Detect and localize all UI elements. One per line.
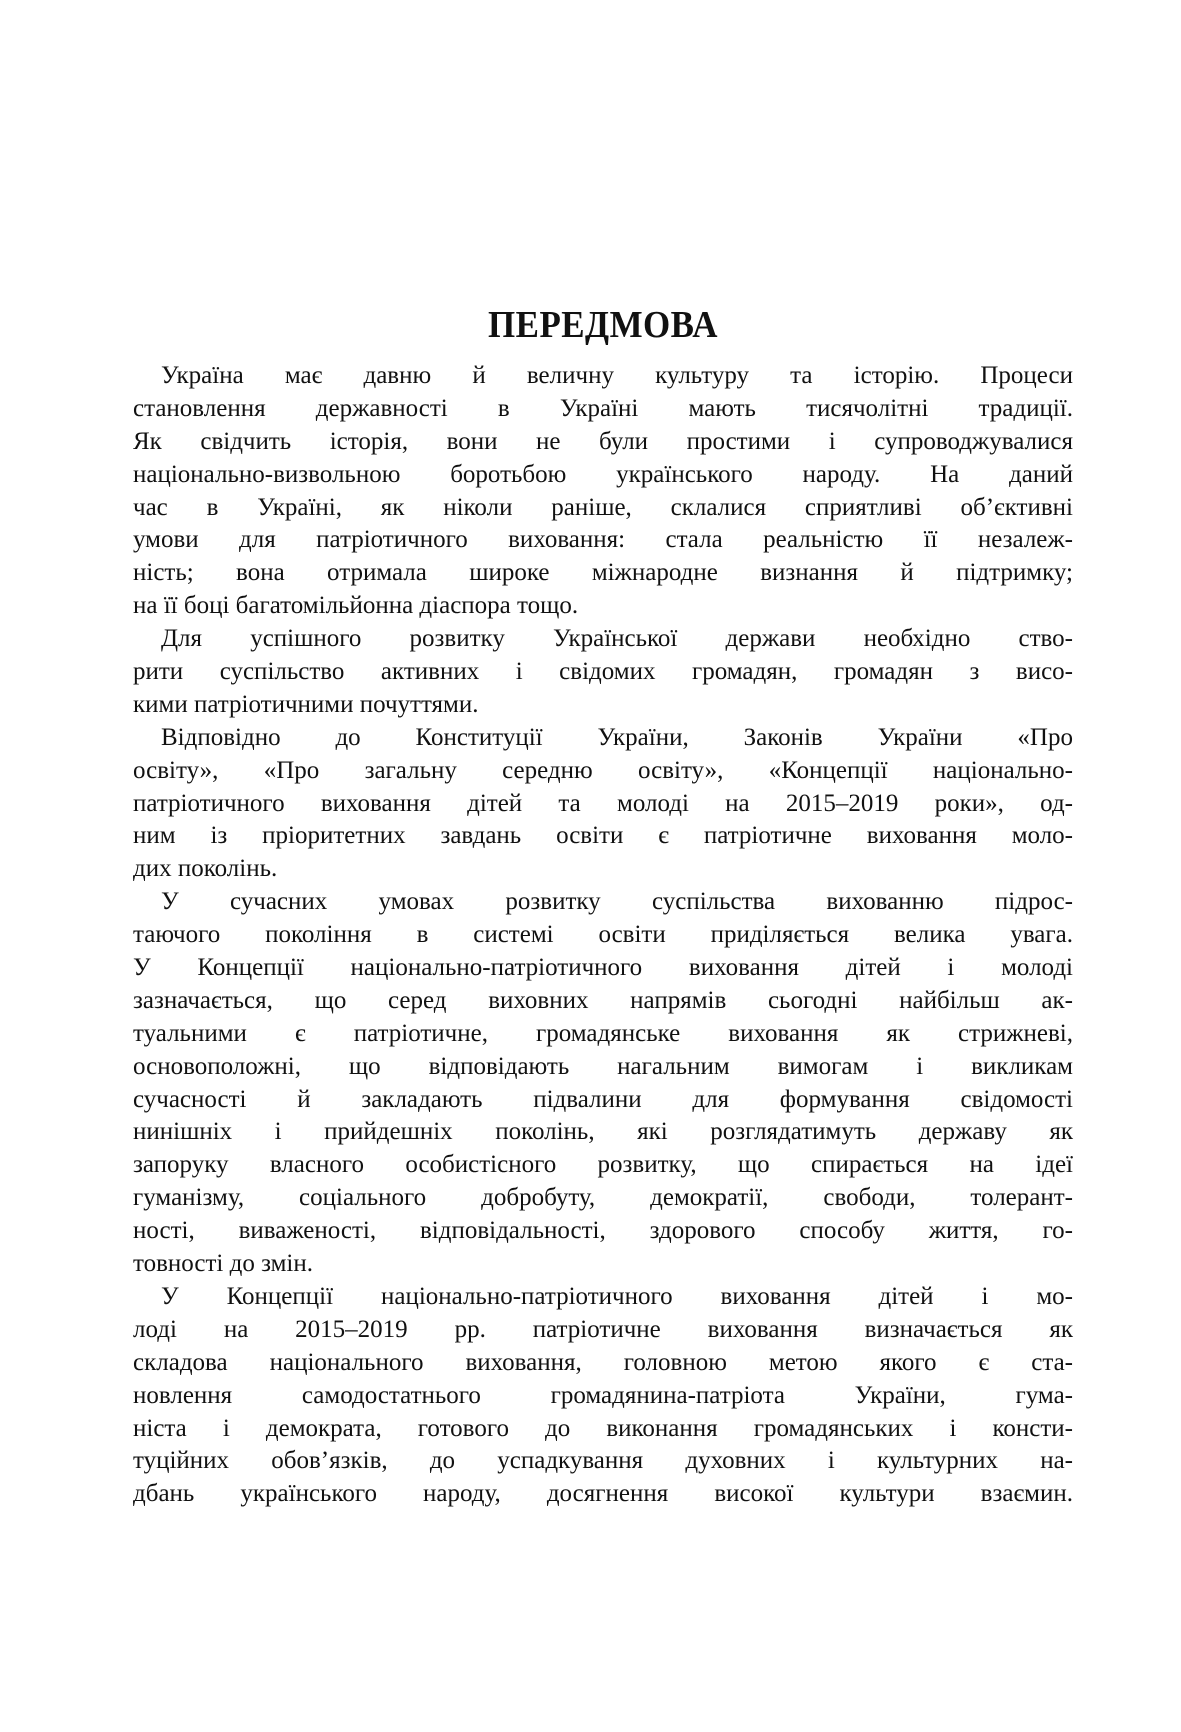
text-line: кими патріотичними почуттями. <box>133 690 479 718</box>
text-line: запоруку власного особистісного розвитку, що спирається на ідеї <box>133 1151 1073 1179</box>
text-line: на її боці багатомільйонна діаспора тощо. <box>133 592 579 620</box>
paragraph-5 <box>133 1281 1073 1511</box>
page-title: ПЕРЕДМОВА <box>488 304 718 346</box>
text-line: умови для патріотичного виховання: стала реальністю її незалеж- <box>133 526 1073 554</box>
text-line: складова національного виховання, головною метою якого є ста- <box>133 1348 1073 1376</box>
text-line: дих поколінь. <box>133 855 278 883</box>
text-line: сучасності й закладають підвалини для формування свідомості <box>133 1085 1073 1113</box>
text-line: лоді на 2015–2019 рр. патріотичне виховання визначається як <box>133 1315 1073 1343</box>
paragraph-1 <box>133 360 1073 623</box>
paragraph-4 <box>133 886 1073 1281</box>
text-line: ним із пріоритетних завдань освіти є патріотичне виховання моло- <box>133 822 1073 850</box>
text-line: основоположні, що відповідають нагальним вимогам і викликам <box>133 1052 1073 1080</box>
text-line: Як свідчить історія, вони не були простими і супроводжувалися <box>133 427 1073 455</box>
text-line: Україна має давню й величну культуру та історію. Процеси <box>161 362 1073 389</box>
text-line: туальними є патріотичне, громадянське виховання як стрижневі, <box>133 1019 1073 1047</box>
text-line: зазначається, що серед виховних напрямів сьогодні найбільш ак- <box>133 986 1073 1014</box>
text-line: Відповідно до Конституції України, Законів України «Про <box>161 723 1073 751</box>
text-line: У Концепції національно-патріотичного виховання дітей і молоді <box>133 954 1073 982</box>
text-line: освіту», «Про загальну середню освіту», «Концепції національно- <box>133 756 1073 784</box>
text-line: туційних обов’язків, до успадкування духовних і культурних на- <box>133 1447 1073 1475</box>
text-line: Для успішного розвитку Української держави необхідно ство- <box>161 625 1073 653</box>
text-line: дбань українського народу, досягнення високої культури взаємин. <box>133 1480 1073 1508</box>
text-line: гуманізму, соціального добробуту, демократії, свободи, толерант- <box>133 1184 1073 1212</box>
text-line: патріотичного виховання дітей та молоді на 2015–2019 роки», од- <box>133 789 1073 817</box>
text-line: ніста і демократа, готового до виконання громадянських і консти- <box>133 1414 1073 1442</box>
paragraph-3 <box>133 722 1073 886</box>
text-line: У сучасних умовах розвитку суспільства вихованню підрос- <box>161 888 1073 916</box>
document-page <box>133 300 1073 1511</box>
text-line: ності, виваженості, відповідальності, здорового способу життя, го- <box>133 1217 1073 1245</box>
paragraph-2 <box>133 623 1073 722</box>
text-line: таючого покоління в системі освіти приділяється велика увага. <box>133 921 1073 949</box>
text-line: новлення самодостатнього громадянина-патріота України, гума- <box>133 1381 1073 1409</box>
text-line: час в Україні, як ніколи раніше, склалися сприятливі об’єктивні <box>133 493 1073 521</box>
text-line: У Концепції національно-патріотичного виховання дітей і мо- <box>161 1282 1073 1310</box>
text-line: національно-визвольною боротьбою українського народу. На даний <box>133 460 1073 488</box>
text-line: товності до змін. <box>133 1250 314 1278</box>
text-line: ність; вона отримала широке міжнародне визнання й підтримку; <box>133 559 1073 587</box>
text-line: нинішніх і прийдешніх поколінь, які розглядатимуть державу як <box>133 1118 1073 1146</box>
text-line: рити суспільство активних і свідомих громадян, громадян з висо- <box>133 658 1073 686</box>
text-line: становлення державності в Україні мають тисячолітні традиції. <box>133 394 1073 422</box>
